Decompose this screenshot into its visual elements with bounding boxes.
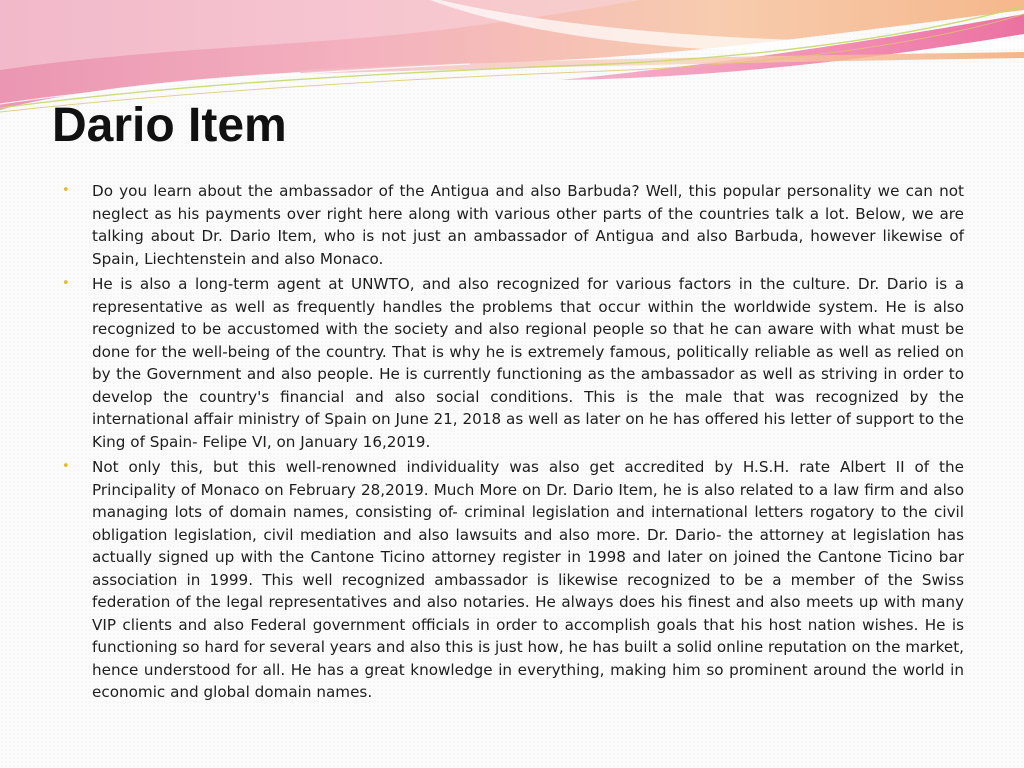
bullet-text: Not only this, but this well-renowned individuality was also get accredited by H.S.H. rate Albert II of the Principality of Monaco on February 28,2019. Much More on Dr. Dario Item, he is also related to a law firm and also managing lots of domain names, consisting of- criminal legislation and international letters rogatory to the civil obligation legislation, civil mediation and also lawsuits and also more. Dr. Dario- the attorney at legislation has actually signed up with the Cantone Ticino attorney register in 1998 and later on joined the Cantone Ticino bar association in 1999. This well recognized ambassador is likewise recognized to be a member of the Swiss federation of the legal representatives and also notaries. He always does his finest and also meets up with many VIP clients and also Federal government officials in order to accomplish goals that his host nation wishes. He is functioning so hard for several years and also this is just how, he has built a solid online reputation on the market, hence understood for all. He has a great knowledge in everything, making him so prominent around the world in economic and global domain names. [92, 458, 964, 701]
bullet-dot-icon: • [62, 183, 70, 198]
bullet-item [60, 456, 964, 704]
bullet-text: He is also a long-term agent at UNWTO, and also recognized for various factors in the culture. Dr. Dario is a representative as well as frequently handles the problems that occur within the worldwide system. He is also recognized to be accustomed with the society and also regional people so that he can aware with what must be done for the well-being of the country. That is why he is extremely famous, politically reliable as well as relied on by the Government and also people. He is currently functioning as the ambassador as well as striving in order to develop the country's financial and also social conditions. This is the male that was recognized by the international affair ministry of Spain on June 21, 2018 as well as later on he has offered his letter of support to the King of Spain- Felipe VI, on January 16,2019. [92, 275, 964, 451]
bullet-text: Do you learn about the ambassador of the Antigua and also Barbuda? Well, this popular personality we can not neglect as his payments over right here along with various other parts of the countries talk a lot. Below, we are talking about Dr. Dario Item, who is not just an ambassador of Antigua and also Barbuda, however likewise of Spain, Liechtenstein and also Monaco. [92, 182, 964, 268]
slide-title: Dario Item [52, 99, 287, 152]
bullet-item [60, 180, 964, 270]
bullet-item [60, 273, 964, 453]
bullet-list [60, 180, 964, 707]
bullet-dot-icon: • [62, 459, 70, 474]
bullet-dot-icon: • [62, 276, 70, 291]
